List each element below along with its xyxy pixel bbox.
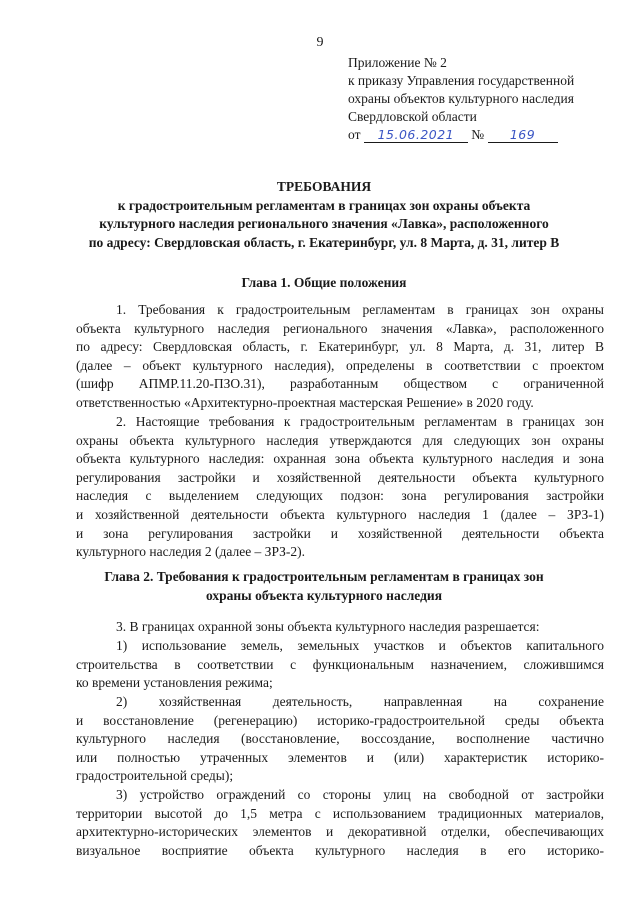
annex-authority-line: охраны объектов культурного наследия	[348, 91, 574, 106]
annex-block	[348, 54, 616, 144]
number-label: №	[471, 127, 485, 142]
annex-title: Приложение № 2	[348, 55, 447, 70]
chapter-heading-line: Глава 2. Требования к градостроительным регламентам в границах зон	[104, 569, 544, 584]
paragraph-3-item-1	[76, 637, 604, 693]
paragraph-1	[76, 301, 604, 413]
paragraph-line: наследия с выделением следующих подзон: зона регулирования застройки	[76, 488, 604, 504]
paragraph-line: (шифр АПМР.11.20-ПЗО.31), разработанным обществом с ограниченной	[76, 376, 604, 392]
paragraph-line: 3) устройство ограждений со стороны улиц на свободной от застройки	[116, 787, 604, 802]
paragraph-line: объекта культурного наследия регионального значения «Лавка», расположенного	[76, 320, 604, 336]
paragraph-line: строительства в соответствии с функциональным назначением, сложившимся	[76, 656, 604, 672]
paragraph-line: и зона регулирования застройки и хозяйственной деятельности объекта	[76, 525, 604, 541]
paragraph-3-item-3	[76, 786, 604, 860]
paragraph-line: объекта культурного наследия: охранная зона объекта культурного наследия и зона	[76, 451, 604, 467]
paragraph-line: и восстановление (регенерацию) историко-градостроительной среды объекта	[76, 712, 604, 728]
handwritten-date: 15.06.2021	[364, 128, 468, 143]
paragraph-line: или полностью утраченных элементов и (или) характеристик историко-	[76, 749, 604, 765]
chapter-heading-line: охраны объекта культурного наследия	[205, 587, 443, 603]
paragraph-line: 3. В границах охранной зоны объекта культурного наследия разрешается:	[116, 619, 540, 634]
paragraph-line: культурного наследия 2 (далее – ЗРЗ-2).	[76, 544, 305, 560]
paragraph-2	[76, 413, 604, 562]
document-title	[60, 178, 588, 252]
chapter-2-heading	[60, 568, 588, 605]
title-line: культурного наследия регионального значения «Лавка», расположенного	[99, 216, 549, 231]
paragraph-line: визуальное восприятие объекта культурного наследия в его историко-	[76, 842, 604, 858]
annex-region-line: Свердловской области	[348, 109, 477, 124]
chapter-heading-line: Глава 1. Общие положения	[241, 275, 407, 290]
paragraph-line: ответственностью «Архитектурно-проектная мастерская Решение» в 2020 году.	[76, 394, 534, 410]
title-heading: ТРЕБОВАНИЯ	[276, 179, 372, 194]
paragraph-line: 1) использование земель, земельных участков и объектов капитального	[116, 638, 604, 653]
title-line: к градостроительным регламентам в границах зон охраны объекта	[117, 197, 531, 213]
paragraph-line: и хозяйственной деятельности объекта культурного наследия 1 (далее – ЗРЗ-1)	[76, 506, 604, 522]
paragraph-line: регулирования застройки и хозяйственной деятельности объекта культурного	[76, 469, 604, 485]
title-line: по адресу: Свердловская область, г. Екатеринбург, ул. 8 Марта, д. 31, литер В	[88, 234, 560, 250]
paragraph-line: 2) хозяйственная деятельность, направленная на сохранение	[116, 694, 604, 709]
paragraph-line: ко времени установления режима;	[76, 675, 273, 691]
paragraph-line: 1. Требования к градостроительным регламентам в границах зон охраны	[116, 302, 604, 317]
page-number: 9	[316, 35, 324, 50]
annex-order-line: к приказу Управления государственной	[348, 73, 575, 88]
paragraph-line: 2. Настоящие требования к градостроительным регламентам в границах зон	[116, 414, 604, 429]
chapter-1-heading	[60, 274, 588, 293]
paragraph-line: культурного наследия (восстановление, воссоздание, восполнение частично	[76, 731, 604, 747]
annex-date-number-line	[348, 126, 616, 144]
paragraph-3-item-2	[76, 693, 604, 786]
paragraph-3	[76, 618, 604, 637]
from-label: от	[348, 127, 361, 142]
paragraph-line: территории высотой до 1,5 метра с использованием традиционных материалов,	[76, 805, 604, 821]
paragraph-line: архитектурно-исторических элементов и декоративной отделки, обеспечивающих	[76, 824, 604, 840]
paragraph-line: по адресу: Свердловская область, г. Екатеринбург, ул. 8 Марта, д. 31, литер В	[76, 339, 604, 355]
paragraph-line: охраны объекта культурного наследия утверждаются для следующих зон охраны	[76, 432, 604, 448]
paragraph-line: (далее – объект культурного наследия), определены в соответствии с проектом	[76, 357, 604, 373]
paragraph-line: градостроительной среды);	[76, 768, 234, 784]
handwritten-number: 169	[488, 128, 558, 143]
